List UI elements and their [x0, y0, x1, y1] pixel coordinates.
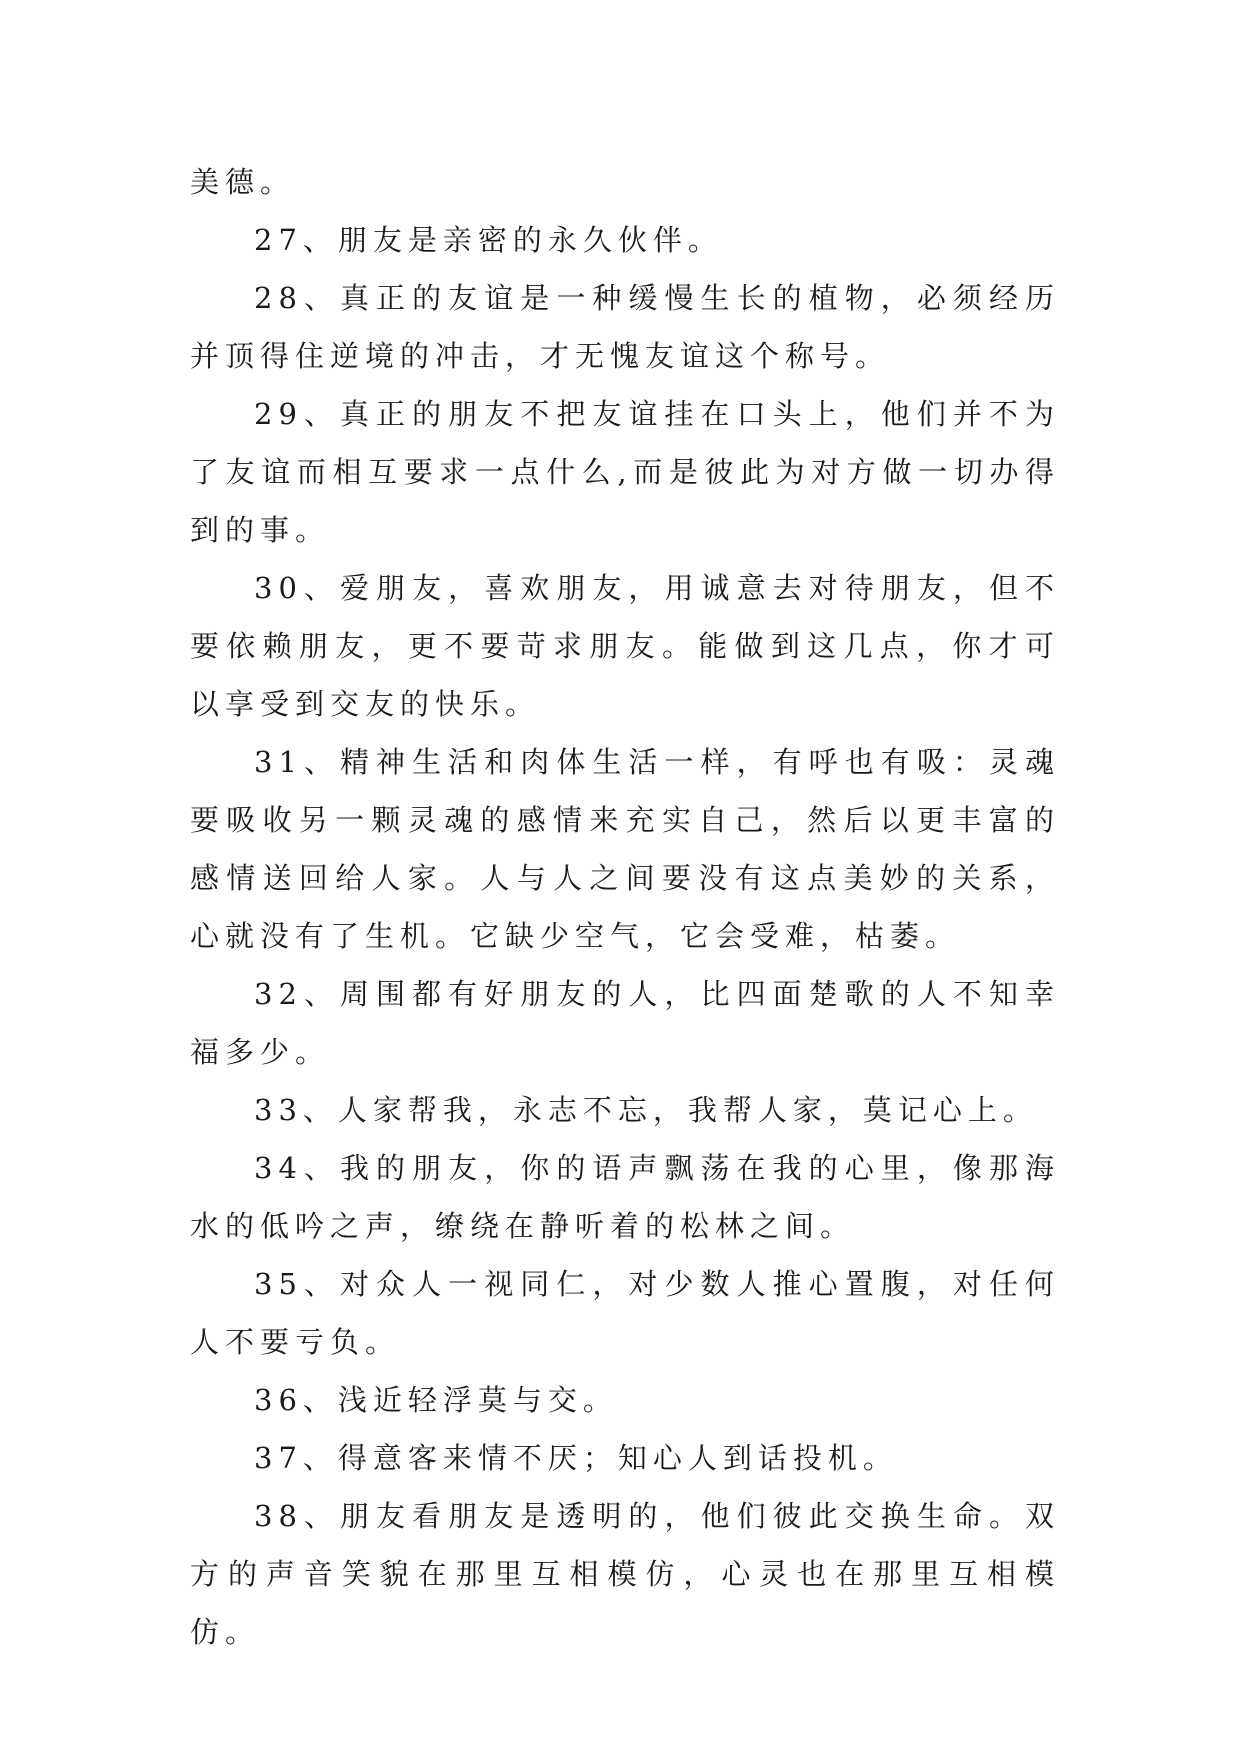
paragraph-32: 32、周围都有好朋友的人，比四面楚歌的人不知幸福多少。	[190, 977, 1060, 1069]
paragraph-35: 35、对众人一视同仁，对少数人推心置腹，对任何人不要亏负。	[190, 1267, 1060, 1359]
paragraph-28: 28、真正的友谊是一种缓慢生长的植物，必须经历并顶得住逆境的冲击，才无愧友谊这个称号。	[190, 281, 1060, 373]
paragraph-38: 38、朋友看朋友是透明的，他们彼此交换生命。双方的声音笑貌在那里互相模仿，心灵也在那里互相模仿。	[190, 1499, 1060, 1649]
paragraph-31: 31、精神生活和肉体生活一样，有呼也有吸：灵魂要吸收另一颗灵魂的感情来充实自己，然后以更丰富的感情送回给人家。人与人之间要没有这点美妙的关系，心就没有了生机。它缺少空气，它会受难，枯萎。	[190, 745, 1060, 953]
paragraph-27: 27、朋友是亲密的永久伙伴。	[254, 223, 723, 257]
paragraph-30: 30、爱朋友，喜欢朋友，用诚意去对待朋友，但不要依赖朋友，更不要苛求朋友。能做到这几点，你才可以享受到交友的快乐。	[190, 571, 1060, 721]
paragraph-29: 29、真正的朋友不把友谊挂在口头上，他们并不为了友谊而相互要求一点什么,而是彼此为对方做一切办得到的事。	[190, 397, 1060, 547]
document-body	[190, 153, 1060, 1661]
paragraph-34: 34、我的朋友，你的语声飘荡在我的心里，像那海水的低吟之声，缭绕在静听着的松林之间。	[190, 1151, 1060, 1243]
paragraph-36: 36、浅近轻浮莫与交。	[254, 1383, 618, 1417]
paragraph-continuation: 美德。	[190, 165, 296, 199]
paragraph-37: 37、得意客来情不厌；知心人到话投机。	[254, 1441, 898, 1475]
paragraph-33: 33、人家帮我，永志不忘，我帮人家，莫记心上。	[254, 1093, 1038, 1127]
